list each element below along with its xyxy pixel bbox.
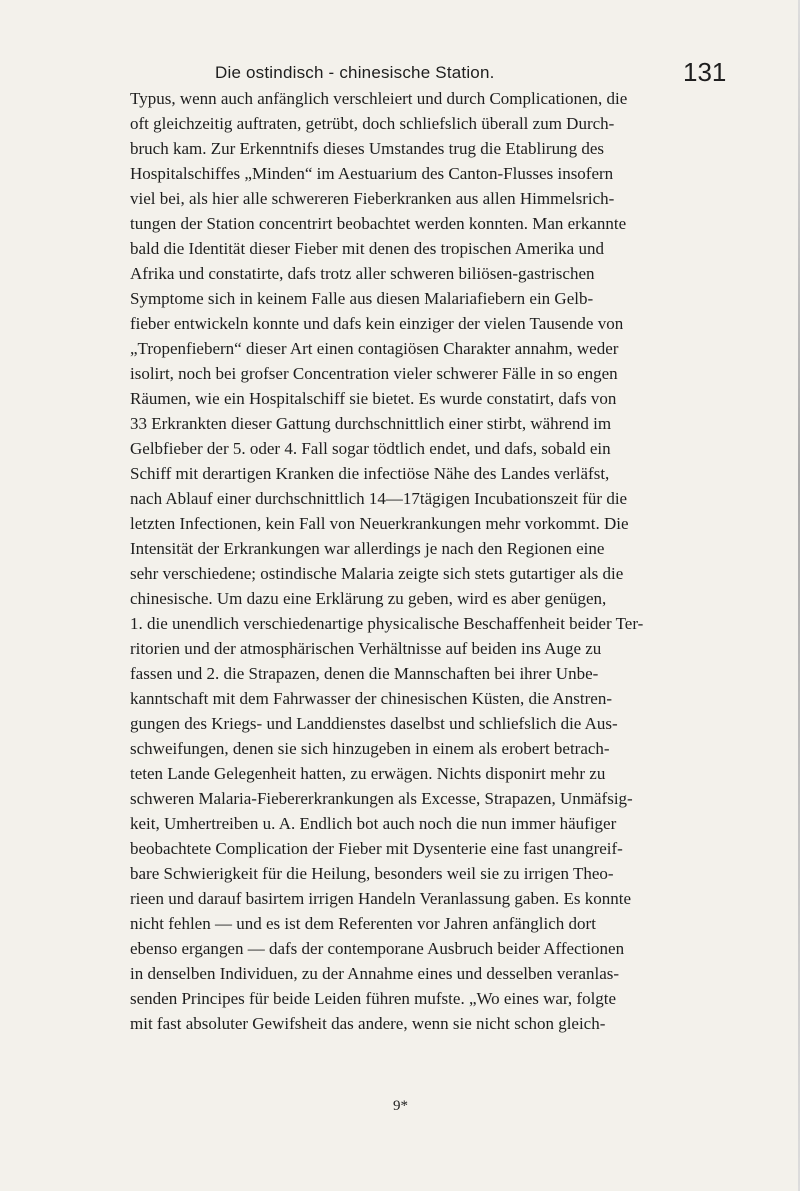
text-line: fieber entwickeln konnte und dafs kein einziger der vielen Tausende von	[130, 314, 624, 333]
text-line: Intensität der Erkrankungen war allerdings je nach den Regionen eine	[130, 539, 605, 558]
page-number: 131	[683, 57, 727, 87]
text-line: bare Schwierigkeit für die Heilung, besonders weil sie zu irrigen Theo-	[130, 864, 614, 883]
text-line: viel bei, als hier alle schwereren Fieberkranken aus allen Himmelsrich-	[130, 189, 615, 208]
text-line: ebenso ergangen — dafs der contemporane Ausbruch beider Affectionen	[130, 939, 625, 958]
text-line: tungen der Station concentrirt beobachtet werden konnten. Man erkannte	[130, 214, 627, 233]
text-line: nach Ablauf einer durchschnittlich 14—17tägigen Incubationszeit für die	[130, 489, 628, 508]
text-line: mit fast absoluter Gewifsheit das andere, wenn sie nicht schon gleich-	[130, 1014, 606, 1033]
text-line: teten Lande Gelegenheit hatten, zu erwägen. Nichts disponirt mehr zu	[130, 764, 606, 783]
text-line: Hospitalschiffes „Minden“ im Aestuarium des Canton-Flusses insofern	[130, 164, 614, 183]
text-line: ritorien und der atmosphärischen Verhältnisse auf beiden ins Auge zu	[130, 639, 602, 658]
text-line: nicht fehlen — und es ist dem Referenten vor Jahren anfänglich dort	[130, 914, 596, 933]
text-line: Typus, wenn auch anfänglich verschleiert und durch Complicationen, die	[130, 89, 628, 108]
text-line: oft gleichzeitig auftraten, getrübt, doch schliefslich überall zum Durch-	[130, 114, 615, 133]
text-line: rieen und darauf basirtem irrigen Handeln Veranlassung gaben. Es konnte	[130, 889, 632, 908]
text-line: Symptome sich in keinem Falle aus diesen Malariafiebern ein Gelb-	[130, 289, 594, 308]
text-line: bald die Identität dieser Fieber mit denen des tropischen Amerika und	[130, 239, 604, 258]
text-line: chinesische. Um dazu eine Erklärung zu geben, wird es aber genügen,	[130, 589, 607, 608]
text-line: senden Principes für beide Leiden führen mufste. „Wo eines war, folgte	[130, 989, 617, 1008]
text-line: sehr verschiedene; ostindische Malaria zeigte sich stets gutartiger als die	[130, 564, 624, 583]
text-line: letzten Infectionen, kein Fall von Neuerkrankungen mehr vorkommt. Die	[130, 514, 629, 533]
signature-mark: 9*	[393, 1098, 408, 1114]
text-line: beobachtete Complication der Fieber mit Dysenterie eine fast unangreif-	[130, 839, 623, 858]
text-line: bruch kam. Zur Erkenntnifs dieses Umstandes trug die Etablirung des	[130, 139, 604, 158]
text-line: kanntschaft mit dem Fahrwasser der chinesischen Küsten, die Anstren-	[130, 689, 613, 708]
text-line: Schiff mit derartigen Kranken die infectiöse Nähe des Landes verläfst,	[130, 464, 610, 483]
text-line: in denselben Individuen, zu der Annahme eines und desselben veranlas-	[130, 964, 620, 983]
text-line: „Tropenfiebern“ dieser Art einen contagiösen Charakter annahm, weder	[130, 339, 619, 358]
text-line: 1. die unendlich verschiedenartige physicalische Beschaffenheit beider Ter-	[130, 614, 644, 633]
body-text	[130, 86, 710, 1036]
text-line: 33 Erkrankten dieser Gattung durchschnittlich einer stirbt, während im	[130, 414, 612, 433]
text-line: Gelbfieber der 5. oder 4. Fall sogar tödtlich endet, und dafs, sobald ein	[130, 439, 611, 458]
text-line: schweren Malaria-Fiebererkrankungen als Excesse, Strapazen, Unmäfsig-	[130, 789, 633, 808]
text-line: isolirt, noch bei grofser Concentration vieler schwerer Fälle in so engen	[130, 364, 618, 383]
running-header: Die ostindisch - chinesische Station.	[215, 63, 495, 82]
text-line: fassen und 2. die Strapazen, denen die Mannschaften bei ihrer Unbe-	[130, 664, 599, 683]
text-line: gungen des Kriegs- und Landdienstes daselbst und schliefslich die Aus-	[130, 714, 618, 733]
text-line: keit, Umhertreiben u. A. Endlich bot auch noch die nun immer häufiger	[130, 814, 617, 833]
text-line: schweifungen, denen sie sich hinzugeben in einem als erobert betrach-	[130, 739, 610, 758]
text-line: Afrika und constatirte, dafs trotz aller schweren biliösen-gastrischen	[130, 264, 595, 283]
text-line: Räumen, wie ein Hospitalschiff sie bietet. Es wurde constatirt, dafs von	[130, 389, 617, 408]
